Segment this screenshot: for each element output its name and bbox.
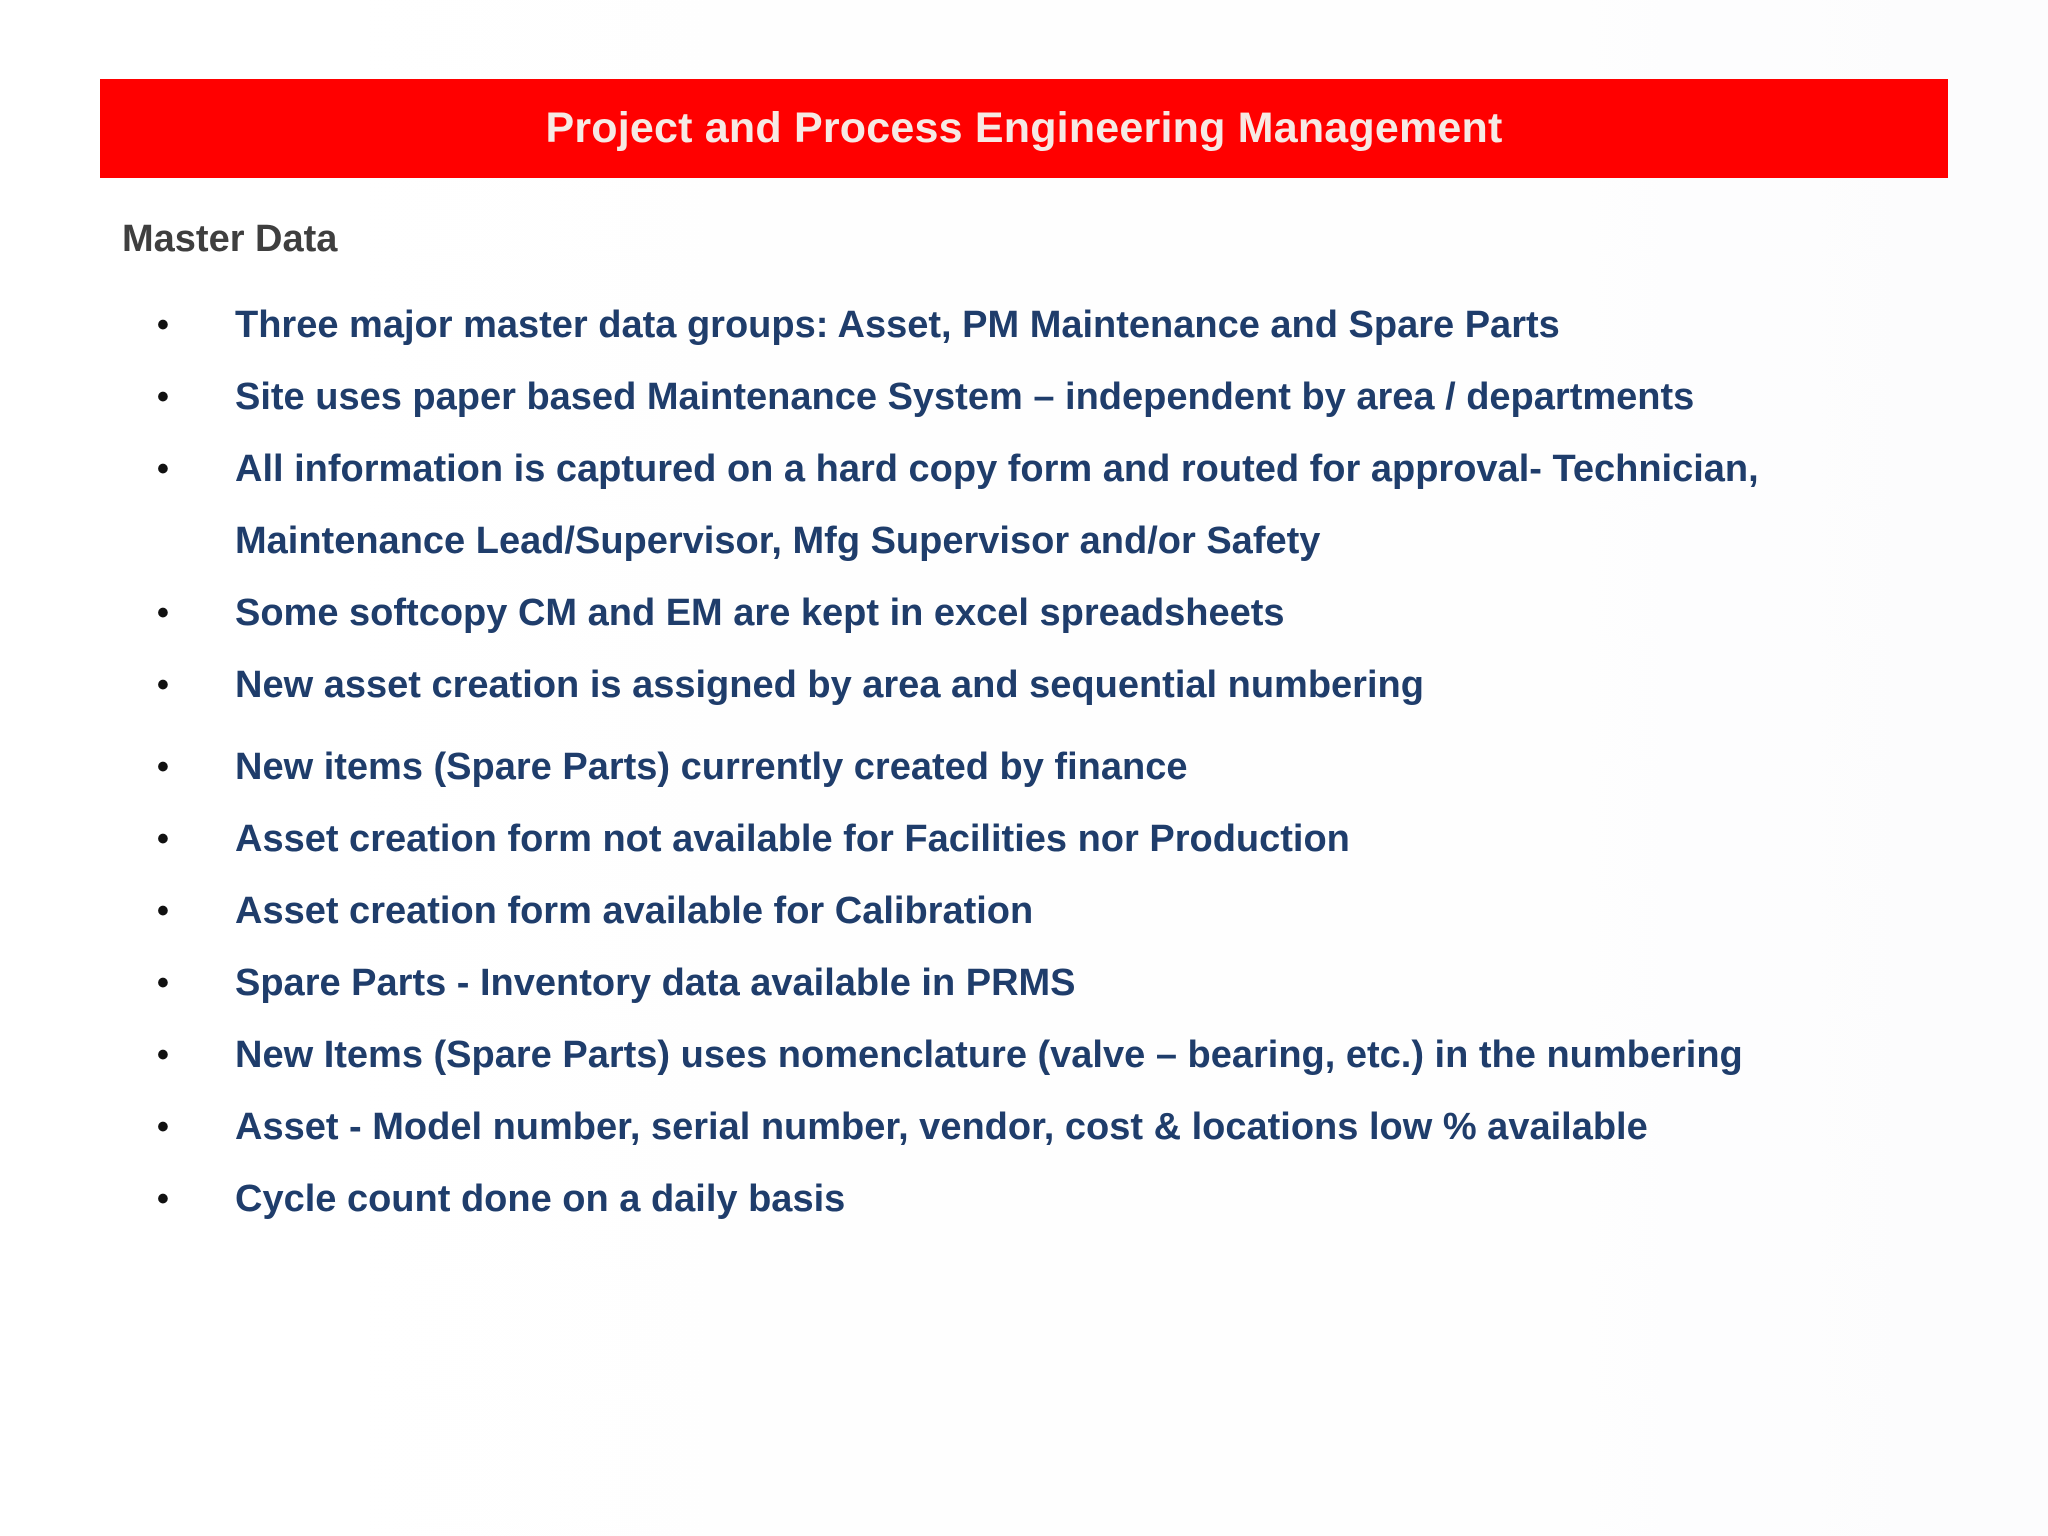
bullet-icon: •	[157, 964, 169, 1002]
bullet-text: Asset - Model number, serial number, vendor, cost & locations low % available	[235, 1106, 1648, 1148]
bullet-text: Some softcopy CM and EM are kept in excel spreadsheets	[235, 592, 1285, 634]
bullet-icon: •	[157, 306, 169, 344]
bullet-text: Asset creation form not available for Facilities nor Production	[235, 818, 1350, 860]
bullet-icon: •	[157, 820, 169, 858]
bullet-text: Spare Parts - Inventory data available in PRMS	[235, 962, 1076, 1004]
slide-title: Project and Process Engineering Management	[545, 104, 1503, 152]
bullet-text: New items (Spare Parts) currently created by finance	[235, 746, 1188, 788]
bullet-text: Three major master data groups: Asset, PM Maintenance and Spare Parts	[235, 304, 1560, 346]
bullet-icon: •	[157, 892, 169, 930]
bullet-icon: •	[157, 450, 169, 488]
bullet-text: Cycle count done on a daily basis	[235, 1178, 846, 1220]
bullet-icon: •	[157, 594, 169, 632]
bullet-icon: •	[157, 748, 169, 786]
bullet-icon: •	[157, 666, 169, 704]
bullet-text: All information is captured on a hard copy form and routed for approval- Technician, Maintenance Lead/Supervisor, Mfg Supervisor and/or Safety	[235, 448, 1759, 562]
bullet-icon: •	[157, 1108, 169, 1146]
bullet-text: Site uses paper based Maintenance System – independent by area / departments	[235, 376, 1695, 418]
bullet-icon: •	[157, 1036, 169, 1074]
bullet-text: New Items (Spare Parts) uses nomenclature (valve – bearing, etc.) in the numbering	[235, 1034, 1743, 1076]
bullet-icon: •	[157, 378, 169, 416]
bullet-text: New asset creation is assigned by area and sequential numbering	[235, 664, 1424, 706]
bullet-icon: •	[157, 1180, 169, 1218]
section-heading: Master Data	[122, 218, 338, 260]
bullet-text: Asset creation form available for Calibration	[235, 890, 1034, 932]
